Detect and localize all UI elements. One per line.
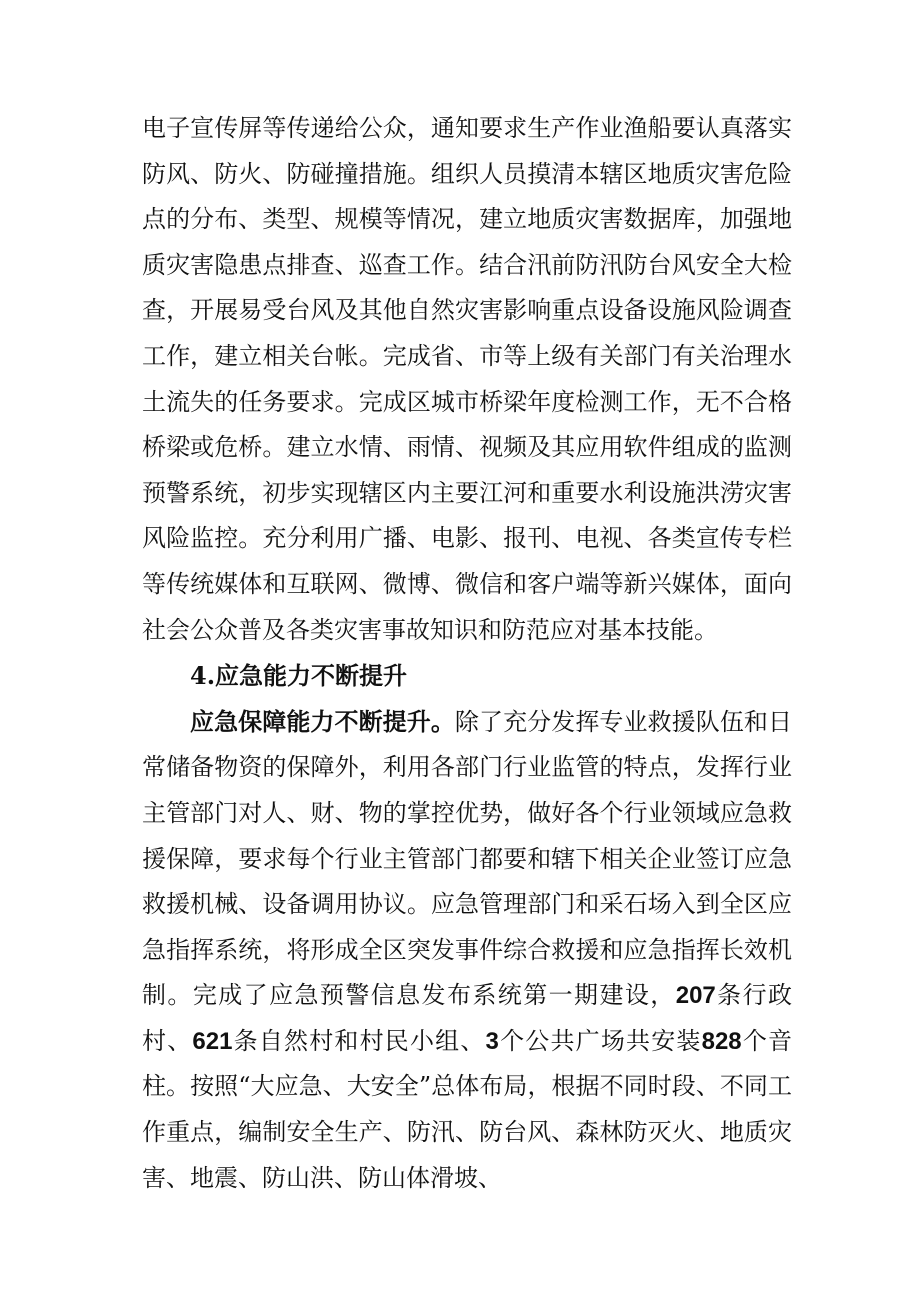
- speaker-count: 828: [701, 1027, 742, 1055]
- document-body: [142, 106, 792, 1201]
- paragraph-text: 除了充分发挥专业救援队伍和日常储备物资的保障外，利用各部门行业监管的特点，发挥行业主管部门对人、财、物的掌控优势，做好各个行业领域应急救援保障，要求每个行业主管部门都要和辖下相关企业签订应急救援机械、设备调用协议。应急管理部门和采石场入到全区应急指挥系统，将形成全区突发事件综合救援和应急指挥长效机制。完成了应急预警信息发布系统第一期建设，: [142, 707, 793, 1010]
- paragraph-text: 个音柱。按照“大应急、大安全”总体布局，根据不同时段、不同工作重点，编制安全生产、防汛、防台风、森林防灭火、地质灾害、地震、防山洪、防山体滑坡、: [142, 1026, 793, 1192]
- paragraph-text: 条行政村、: [142, 981, 793, 1055]
- village-count: 207: [675, 982, 716, 1010]
- paragraph-text: 条自然村和村民小组、: [232, 1026, 486, 1055]
- square-count: 3: [485, 1027, 499, 1055]
- natural-village-count: 621: [192, 1027, 233, 1055]
- paragraph-lead-title: 应急保障能力不断提升。: [190, 706, 455, 736]
- section-heading: 4.应急能力不断提升: [190, 661, 408, 691]
- paragraph-disaster-prevention: 电子宣传屏等传递给公众，通知要求生产作业渔船要认真落实防风、防火、防碰撞措施。组织人员摸清本辖区地质灾害危险点的分布、类型、规模等情况，建立地质灾害数据库，加强地质灾害隐患点排查、巡查工作。结合汛前防汛防台风安全大检查，开展易受台风及其他自然灾害影响重点设备设施风险调查工作，建立相关台帐。完成省、市等上级有关部门有关治理水土流失的任务要求。完成区城市桥梁年度检测工作，无不合格桥梁或危桥。建立水情、雨情、视频及其应用软件组成的监测预警系统，初步实现辖区内主要江河和重要水利设施洪涝灾害风险监控。充分利用广播、电影、报刊、电视、各类宣传专栏等传统媒体和互联网、微博、微信和客户端等新兴媒体，面向社会公众普及各类灾害事故知识和防范应对基本技能。: [142, 114, 792, 644]
- paragraph-text: 个公共广场共安装: [498, 1026, 702, 1055]
- paragraph-emergency-support: [142, 699, 792, 1202]
